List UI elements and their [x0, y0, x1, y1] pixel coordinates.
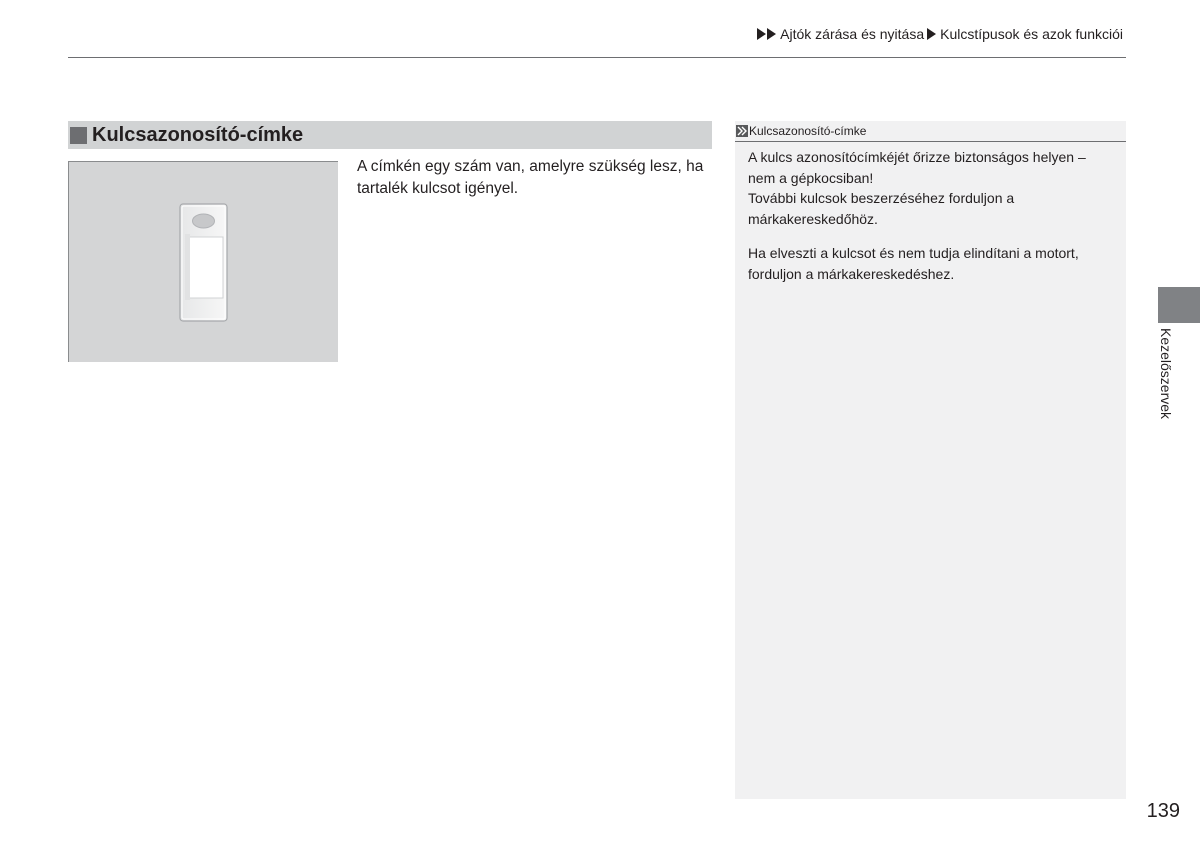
section-marker-icon: [70, 127, 87, 144]
page-number: 139: [1146, 800, 1180, 822]
header-divider: [68, 57, 1126, 58]
breadcrumb-arrow-icon: [757, 28, 766, 40]
breadcrumb-arrow-icon: [767, 28, 776, 40]
note-line: A kulcs azonosítócímkéjét őrizze biztonságos helyen – nem a gépkocsiban!: [748, 149, 1086, 186]
note-paragraph: Ha elveszti a kulcsot és nem tudja elindítani a motort, forduljon a márkakereskedéshez.: [748, 245, 1079, 282]
breadcrumb-item-doors[interactable]: Ajtók zárása és nyitása: [780, 26, 925, 42]
note-arrow-icon: [736, 125, 748, 137]
key-tag-illustration: [68, 161, 338, 362]
note-line: További kulcsok beszerzéséhez forduljon a márkakereskedőhöz.: [748, 190, 1015, 227]
note-paragraph: [748, 147, 1098, 229]
chapter-thumb-label: [1158, 328, 1184, 428]
breadcrumb-arrow-icon: [927, 28, 936, 40]
key-tag-icon: [69, 162, 338, 362]
section-title: Kulcsazonosító-címke: [92, 123, 304, 146]
section-body-text: A címkén egy szám van, amelyre szükség lesz, ha tartalék kulcsot igényel.: [357, 158, 704, 197]
note-title: Kulcsazonosító-címke: [749, 124, 867, 138]
chapter-label-text: Kezelőszervek: [1158, 328, 1174, 420]
note-panel: [735, 121, 1126, 799]
chapter-thumb-tab[interactable]: [1158, 287, 1200, 323]
note-heading: [735, 121, 1126, 142]
section-heading-bar: [68, 121, 712, 149]
breadcrumb-item-key-types[interactable]: Kulcstípusok és azok funkciói: [940, 26, 1123, 42]
breadcrumb: [757, 26, 1126, 42]
note-body: [735, 142, 1126, 284]
